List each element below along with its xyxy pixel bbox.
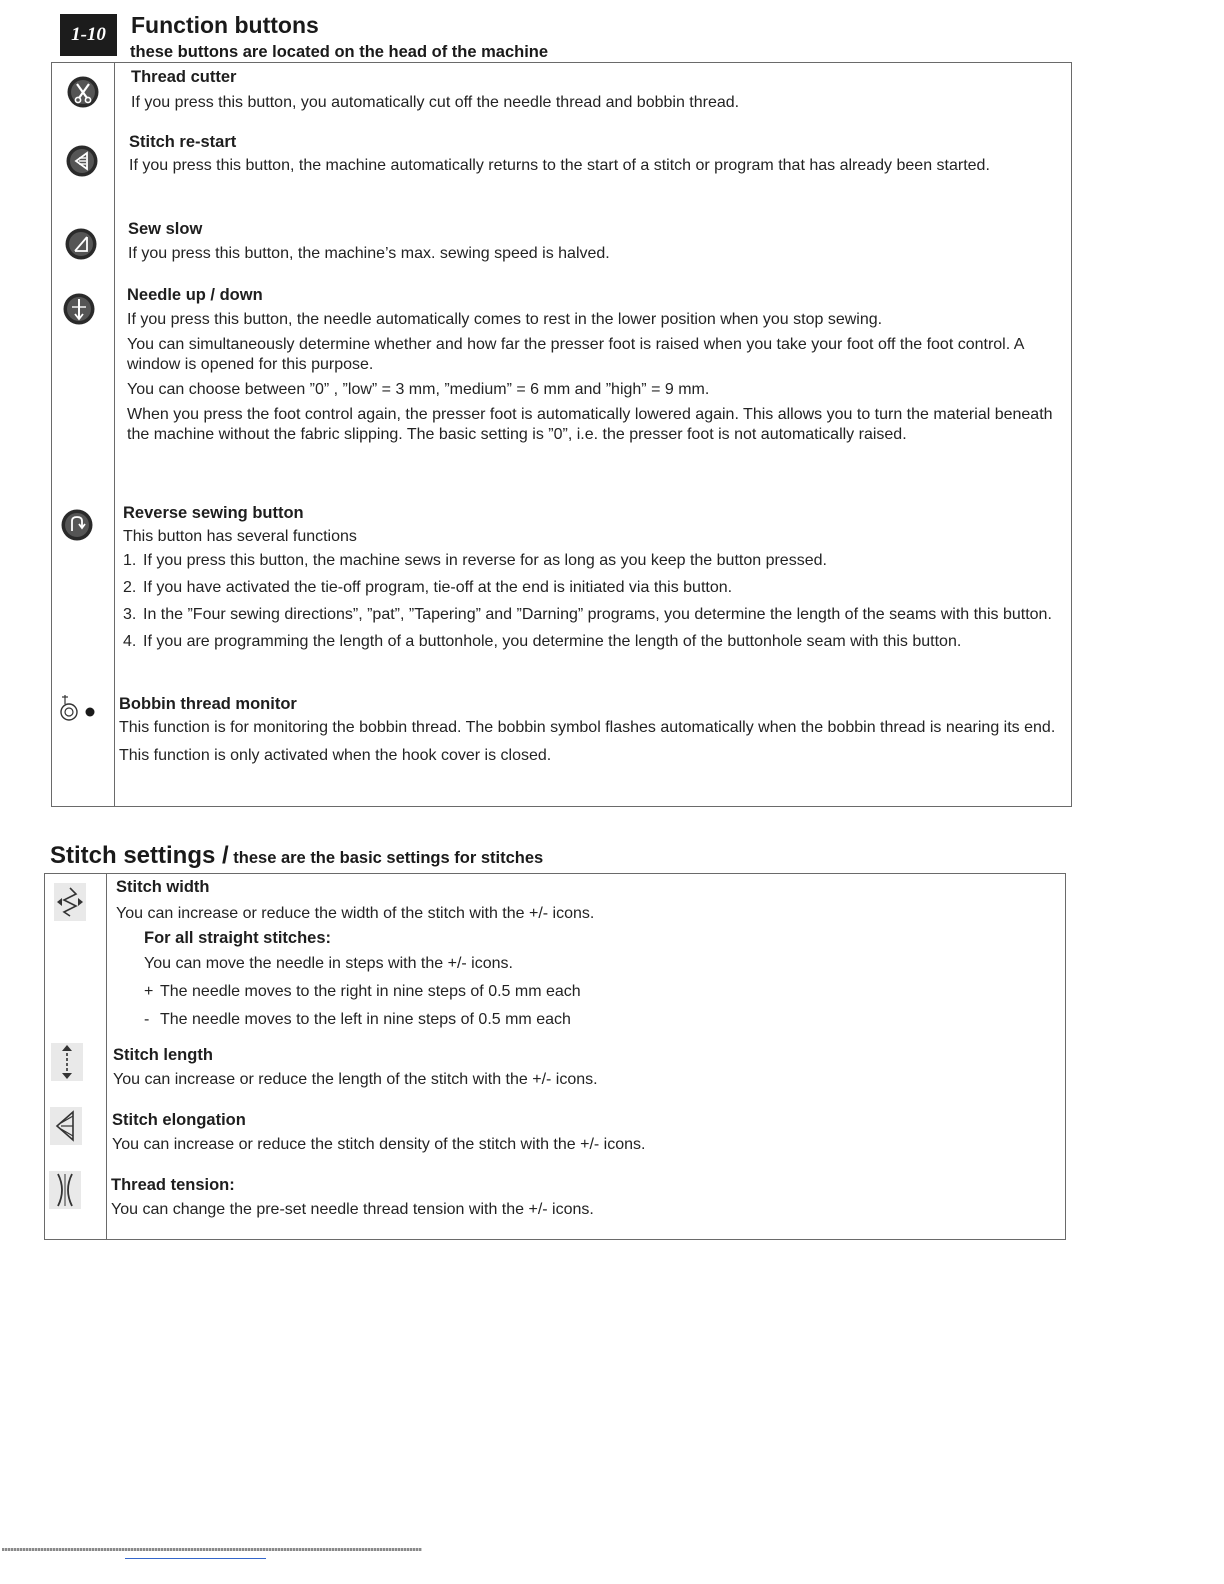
list-item: 3. In the ”Four sewing directions”, ”pat”, ”Tapering” and ”Darning” programs, you determine the length of the seams with this button.: [123, 606, 1052, 623]
bobbin-monitor-heading: Bobbin thread monitor: [119, 695, 297, 713]
needle-up-down-heading: Needle up / down: [127, 286, 263, 304]
sew-slow-text: If you press this button, the machine’s max. sewing speed is halved.: [128, 245, 610, 262]
stitch-width-heading: Stitch width: [116, 878, 210, 896]
thread-cutter-text: If you press this button, you automatically cut off the needle thread and bobbin thread.: [131, 94, 740, 111]
reverse-sewing-intro: This button has several functions: [123, 528, 357, 545]
stitch-length-icon: [50, 1042, 84, 1082]
scissors-icon: [67, 76, 99, 108]
reverse-icon: [61, 509, 93, 541]
stitch-width-text: You can increase or reduce the width of the stitch with the +/- icons.: [116, 905, 595, 922]
needle-left-note: - The needle moves to the left in nine steps of 0.5 mm each: [144, 1011, 571, 1028]
stitch-length-text: You can increase or reduce the length of the stitch with the +/- icons.: [113, 1071, 598, 1088]
bobbin-monitor-text-1: This function is for monitoring the bobbin thread. The bobbin symbol flashes automatically when the bobbin thread is nearing its end.: [119, 719, 1056, 736]
thread-cutter-heading: Thread cutter: [131, 68, 237, 86]
stitch-width-icon: [53, 882, 87, 922]
stitch-restart-text: If you press this button, the machine automatically returns to the start of a stitch or program that has already been started.: [129, 157, 990, 174]
page-number-badge: 1-10: [60, 14, 117, 56]
stitch-length-heading: Stitch length: [113, 1046, 213, 1064]
sew-slow-icon: [65, 228, 97, 260]
stitch-elongation-entry: [112, 1110, 1052, 1155]
bobbin-icon: [57, 694, 99, 724]
restart-icon: [66, 145, 98, 177]
straight-stitches-block: [144, 928, 1056, 1030]
function-buttons-title: Function buttons: [131, 12, 319, 38]
needle-up-down-icon: [63, 293, 95, 325]
thread-cutter-entry: [131, 67, 1061, 113]
thread-tension-text: You can change the pre-set needle thread tension with the +/- icons.: [111, 1201, 594, 1218]
bobbin-monitor-entry: [119, 694, 1059, 766]
stitch-elongation-text: You can increase or reduce the stitch density of the stitch with the +/- icons.: [112, 1136, 646, 1153]
sew-slow-heading: Sew slow: [128, 220, 203, 238]
stitch-width-entry: [116, 877, 1056, 1030]
function-buttons-subtitle: these buttons are located on the head of the machine: [130, 43, 549, 61]
footer-rule: [125, 1558, 266, 1559]
list-item: 2. If you have activated the tie-off program, tie-off at the end is initiated via this button.: [123, 579, 733, 596]
list-item: 1. If you press this button, the machine sews in reverse for as long as you keep the button pressed.: [123, 552, 827, 569]
reverse-sewing-entry: [123, 503, 1065, 659]
list-item: 4. If you are programming the length of a buttonhole, you determine the length of the buttonhole seam with this button.: [123, 633, 962, 650]
thread-tension-icon: [48, 1170, 82, 1210]
straight-stitches-heading: For all straight stitches:: [144, 929, 332, 947]
bobbin-monitor-text-2: This function is only activated when the hook cover is closed.: [119, 747, 552, 764]
needle-up-down-entry: [127, 285, 1062, 445]
thread-tension-entry: [111, 1175, 1051, 1220]
reverse-sewing-heading: Reverse sewing button: [123, 504, 304, 522]
stitch-elongation-icon: [49, 1106, 83, 1146]
straight-stitches-text: You can move the needle in steps with the +/- icons.: [144, 955, 513, 972]
needle-right-note: + The needle moves to the right in nine steps of 0.5 mm each: [144, 983, 581, 1000]
needle-up-down-text-2: You can simultaneously determine whether and how far the presser foot is raised when you take your foot off the foot control. A window is opened for this purpose.: [127, 336, 1024, 373]
stitch-length-entry: [113, 1045, 1053, 1090]
stitch-elongation-heading: Stitch elongation: [112, 1111, 246, 1129]
needle-up-down-text-3: You can choose between ”0” , ”low” = 3 mm, ”medium” = 6 mm and ”high” = 9 mm.: [127, 381, 710, 398]
stitch-restart-heading: Stitch re-start: [129, 133, 237, 151]
stitch-restart-entry: [129, 132, 1064, 176]
scan-edge-bar: [2, 1548, 422, 1551]
sew-slow-entry: [128, 219, 1058, 264]
needle-up-down-text-4: When you press the foot control again, the presser foot is automatically lowered again. This allows you to turn the material beneath the machine without the fabric slipping. The basic setting is ”0”, i.e. the presser foot is not automatically raised.: [127, 406, 1053, 443]
table-column-divider: [106, 874, 107, 1239]
stitch-settings-heading: Stitch settings /: [50, 842, 229, 869]
stitch-settings-title: [50, 842, 543, 870]
stitch-settings-subtitle: these are the basic settings for stitches: [228, 849, 544, 867]
needle-up-down-text-1: If you press this button, the needle automatically comes to rest in the lower position when you stop sewing.: [127, 311, 883, 328]
table-column-divider: [114, 63, 115, 806]
reverse-sewing-list: [123, 551, 1065, 652]
thread-tension-heading: Thread tension:: [111, 1176, 235, 1194]
